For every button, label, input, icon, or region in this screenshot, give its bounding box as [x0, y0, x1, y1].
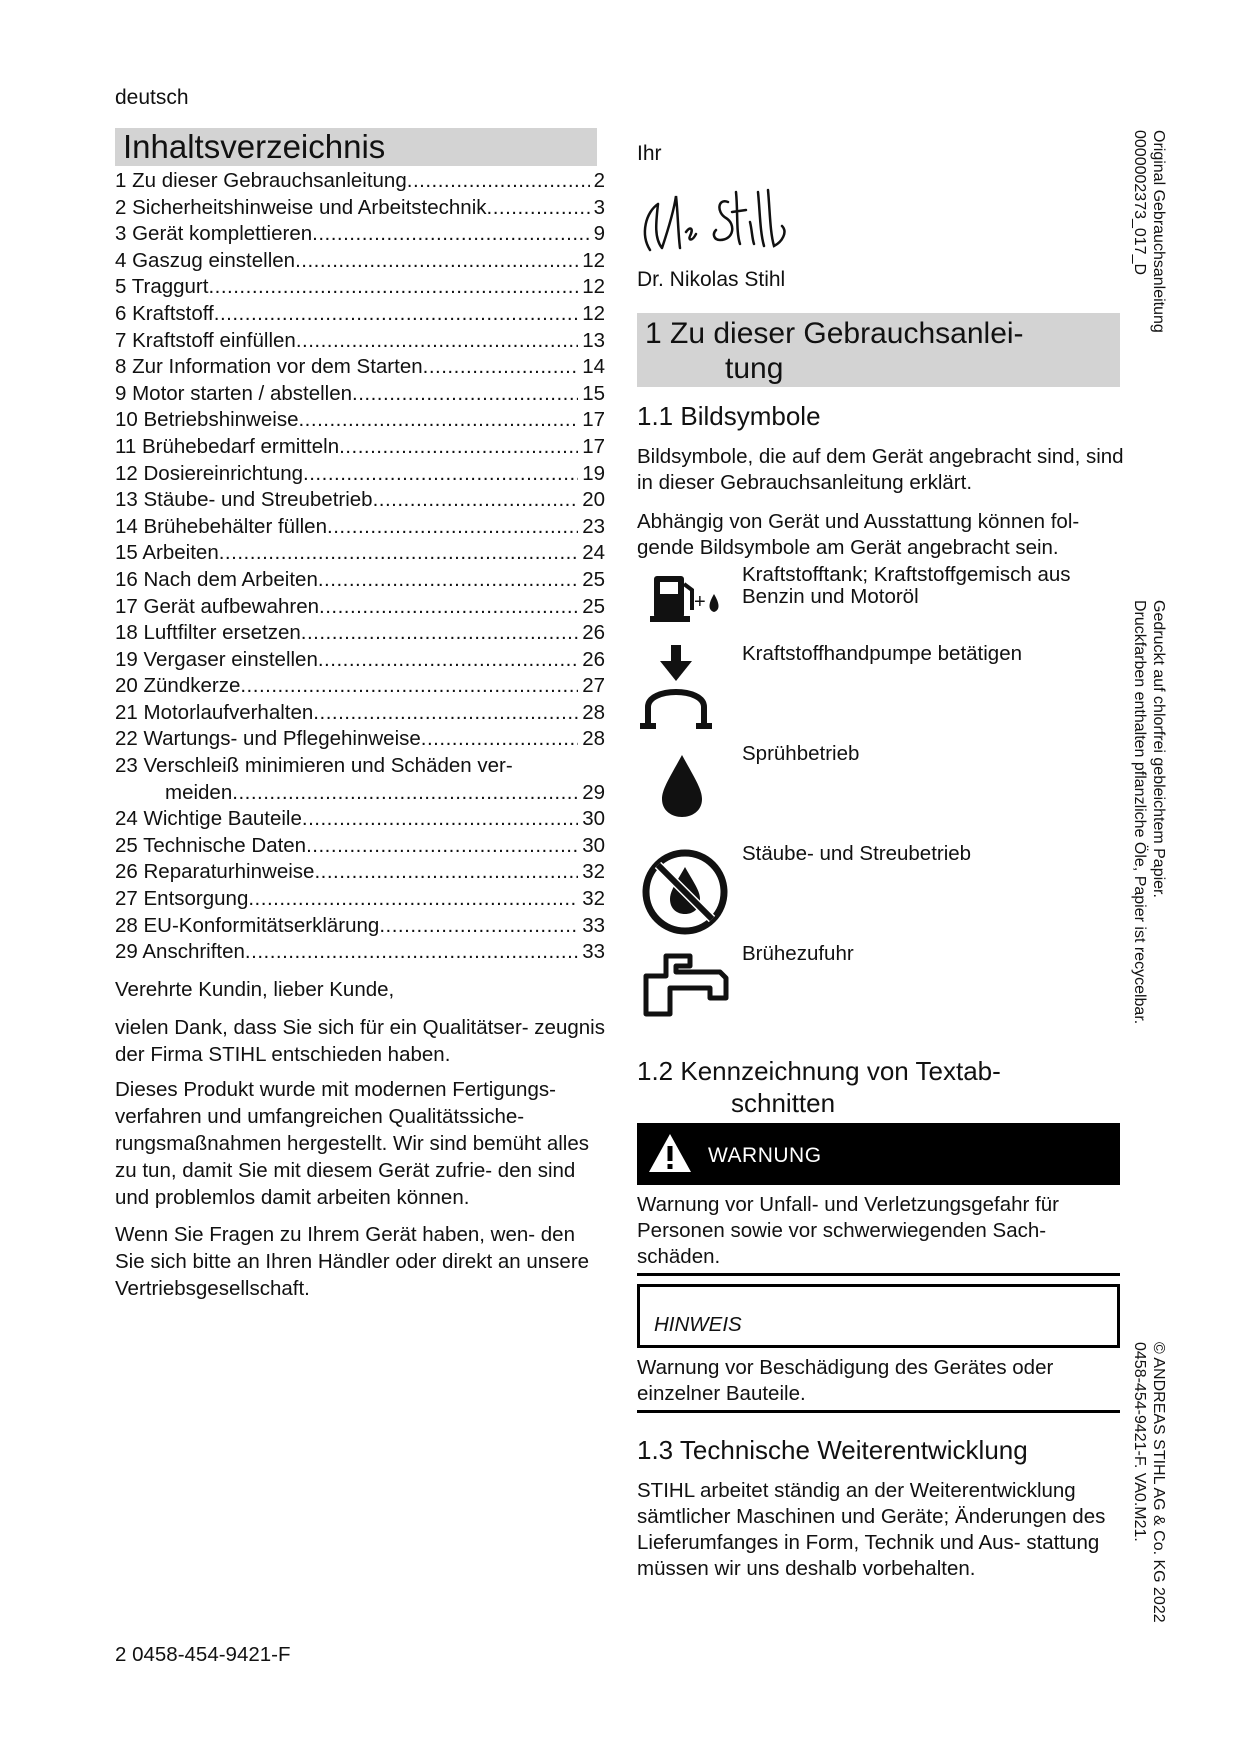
toc-entry	[115, 487, 605, 514]
toc-entry-title: 10 Betriebshinweise	[115, 408, 299, 432]
fuel-pump-icon	[640, 645, 712, 735]
toc-leader-dots	[312, 221, 589, 248]
toc-entry-title: 20 Zündkerze	[115, 674, 241, 698]
warning-end-rule	[637, 1273, 1120, 1276]
toc-entry-page: 12	[582, 248, 605, 272]
margin-original-note	[1130, 130, 1168, 333]
toc-entry	[115, 567, 605, 594]
fuel-tank-icon	[650, 570, 722, 626]
toc-leader-dots	[306, 833, 578, 860]
margin-original-line-1: Original Gebrauchsanleitung	[1150, 130, 1167, 333]
toc-leader-dots	[302, 806, 578, 833]
toc-entry-title: 12 Dosiereinrichtung	[115, 461, 304, 485]
signature-name: Dr. Nikolas Stihl	[637, 268, 786, 291]
notice-box	[637, 1284, 1120, 1348]
toc-entry-page: 32	[582, 860, 605, 884]
toc-entry-title: 8 Zur Information vor dem Starten	[115, 355, 423, 379]
toc-entry	[115, 833, 605, 860]
section-1-1-paragraph-1: Bildsymbole, die auf dem Gerät angebracht sind, sind in dieser Gebrauchsanleitung erklärt.	[637, 445, 1124, 494]
toc-leader-dots	[208, 274, 578, 301]
toc-entry	[115, 195, 605, 222]
language-label: deutsch	[115, 86, 189, 109]
toc-entry-title: 23 Verschleiß minimieren und Schäden ver-	[115, 754, 513, 778]
toc-entry	[115, 753, 605, 780]
toc-entry-title: 17 Gerät aufbewahren	[115, 594, 319, 618]
warning-box	[637, 1123, 1120, 1185]
toc-entry-title: 11 Brühebedarf ermitteln	[115, 434, 340, 458]
table-of-contents	[115, 168, 605, 966]
greeting: Verehrte Kundin, lieber Kunde,	[115, 978, 395, 1001]
spray-drop-icon	[660, 753, 704, 817]
toc-entry	[115, 274, 605, 301]
toc-leader-dots	[319, 594, 578, 621]
toc-entry-title: 14 Brühebehälter füllen	[115, 514, 327, 538]
toc-entry-page: 30	[582, 833, 605, 857]
toc-leader-dots	[245, 939, 578, 966]
toc-entry-page: 15	[582, 381, 605, 405]
toc-entry-page: 33	[582, 913, 605, 937]
section-1-3-title: 1.3 Technische Weiterentwicklung	[637, 1435, 1028, 1465]
notice-label: HINWEIS	[654, 1313, 742, 1336]
toc-entry-page: 19	[582, 461, 605, 485]
section-1-2-title	[637, 1055, 1001, 1119]
toc-entry-page: 14	[582, 355, 605, 379]
toc-leader-dots	[296, 328, 578, 355]
toc-entry-page: 9	[593, 222, 605, 246]
toc-leader-dots	[487, 195, 590, 222]
toc-entry-title: meiden	[165, 780, 233, 804]
margin-copyright-line-2: 0458-454-9421-F. VA0.M21.	[1131, 1342, 1148, 1542]
toc-entry	[115, 673, 605, 700]
toc-entry	[115, 540, 605, 567]
toc-entry-page: 27	[582, 674, 605, 698]
margin-copyright-line-1: © ANDREAS STIHL AG & Co. KG 2022	[1150, 1342, 1167, 1623]
warning-label: WARNUNG	[708, 1144, 822, 1167]
toc-entry	[115, 461, 605, 488]
toc-leader-dots	[248, 886, 578, 913]
toc-entry-title: 25 Technische Daten	[115, 833, 307, 857]
toc-entry	[115, 780, 605, 807]
toc-entry	[115, 301, 605, 328]
margin-paper-note	[1130, 600, 1168, 1024]
toc-entry-page: 17	[582, 434, 605, 458]
intro-paragraph-2: Dieses Produkt wurde mit modernen Fertigungs- verfahren und umfangreichen Qualitätssiche- rungsmaßnahmen hergestellt. Wir sind bemüht alles zu tun, damit Sie mit diesem Gerät zufrie- den sind und problemlos damit arbeiten können.	[115, 1078, 589, 1209]
toc-entry-title: 1 Zu dieser Gebrauchsanleitung	[115, 169, 407, 192]
margin-original-line-2: 0000002373_017_D	[1131, 130, 1148, 276]
margin-copyright-note	[1130, 1342, 1168, 1623]
toc-leader-dots	[313, 700, 578, 727]
toc-entry-page: 24	[582, 541, 605, 565]
toc-entry-title: 21 Motorlaufverhalten	[115, 700, 314, 724]
toc-entry-page: 20	[582, 488, 605, 512]
intro-paragraph-1: vielen Dank, dass Sie sich für ein Qualitätser- zeugnis der Firma STIHL entschieden haben.	[115, 1016, 605, 1066]
toc-entry	[115, 939, 605, 966]
toc-leader-dots	[301, 620, 578, 647]
toc-entry-title: 29 Anschriften	[115, 940, 245, 964]
toc-entry-title: 9 Motor starten / abstellen	[115, 381, 353, 405]
toc-entry-page: 28	[582, 700, 605, 724]
symbol-label-tap: Brühezufuhr	[742, 942, 854, 965]
toc-entry-page: 12	[582, 301, 605, 325]
toc-entry	[115, 354, 605, 381]
section-1-3-text: STIHL arbeitet ständig an der Weiterentwicklung sämtlicher Maschinen und Geräte; Änderungen des Lieferumfanges in Form, Technik und Aus- stattung müssen wir uns deshalb vorbehalten.	[637, 1479, 1106, 1580]
section-1-title-line-1: 1 Zu dieser Gebrauchsanlei-	[645, 317, 1024, 350]
section-1-title-line-2: tung	[725, 352, 784, 385]
section-1-2-title-line-1: 1.2 Kennzeichnung von Textab-	[637, 1056, 1001, 1086]
symbol-label-spray: Sprühbetrieb	[742, 742, 860, 765]
toc-title: Inhaltsverzeichnis	[115, 128, 597, 166]
toc-entry	[115, 913, 605, 940]
toc-leader-dots	[318, 647, 578, 674]
signature-intro: Ihr	[637, 142, 662, 165]
symbol-label-fuel-pump: Kraftstoffhandpumpe betätigen	[742, 642, 1022, 665]
toc-leader-dots	[352, 381, 578, 408]
toc-entry-title: 6 Kraftstoff	[115, 301, 214, 325]
signature-image	[632, 182, 802, 262]
toc-entry-title: 13 Stäube- und Streubetrieb	[115, 488, 373, 512]
toc-entry-title: 16 Nach dem Arbeiten	[115, 567, 318, 591]
svg-text:+: +	[694, 591, 706, 613]
toc-leader-dots	[214, 301, 578, 328]
toc-leader-dots	[327, 514, 578, 541]
toc-entry-page: 17	[582, 408, 605, 432]
toc-entry-title: 19 Vergaser einstellen	[115, 647, 318, 671]
toc-entry-title: 7 Kraftstoff einfüllen	[115, 328, 296, 352]
toc-entry	[115, 328, 605, 355]
tap-icon	[640, 952, 730, 1022]
intro-paragraph-3: Wenn Sie Fragen zu Ihrem Gerät haben, wen- den Sie sich bitte an Ihren Händler oder direkt an unsere Vertriebsgesellschaft.	[115, 1223, 590, 1300]
margin-paper-line-2: Druckfarben enthalten pflanzliche Öle, Papier ist recycelbar.	[1131, 600, 1148, 1025]
toc-entry	[115, 594, 605, 621]
notice-text: Warnung vor Beschädigung des Gerätes oder einzelner Bauteile.	[637, 1356, 1054, 1405]
toc-leader-dots	[303, 461, 578, 488]
toc-entry-title: 27 Entsorgung	[115, 887, 249, 911]
toc-entry	[115, 620, 605, 647]
toc-leader-dots	[423, 354, 579, 381]
toc-entry-page: 25	[582, 594, 605, 618]
footer-page-ref: 2 0458-454-9421-F	[115, 1643, 291, 1666]
toc-leader-dots	[314, 859, 578, 886]
toc-entry-page: 32	[582, 887, 605, 911]
toc-entry	[115, 726, 605, 753]
toc-entry-title: 26 Reparaturhinweise	[115, 860, 315, 884]
toc-leader-dots	[421, 726, 578, 753]
toc-entry	[115, 434, 605, 461]
toc-entry-title: 5 Traggurt	[115, 275, 209, 299]
toc-leader-dots	[240, 673, 578, 700]
toc-leader-dots	[379, 913, 578, 940]
toc-entry	[115, 886, 605, 913]
toc-leader-dots	[298, 407, 578, 434]
toc-entry-page: 12	[582, 275, 605, 299]
warning-triangle-icon	[647, 1132, 693, 1174]
toc-entry	[115, 248, 605, 275]
toc-entry-page: 28	[582, 727, 605, 751]
toc-entry	[115, 407, 605, 434]
toc-entry-title: 18 Luftfilter ersetzen	[115, 621, 301, 645]
toc-entry-title: 28 EU-Konformitätserklärung	[115, 913, 380, 937]
toc-entry-page: 13	[582, 328, 605, 352]
section-1-heading	[637, 313, 1120, 387]
toc-entry-title: 22 Wartungs- und Pflegehinweise	[115, 727, 421, 751]
section-1-1-title: 1.1 Bildsymbole	[637, 401, 821, 431]
toc-entry	[115, 859, 605, 886]
toc-leader-dots	[232, 780, 578, 807]
toc-entry	[115, 381, 605, 408]
toc-leader-dots	[318, 567, 578, 594]
symbol-label-fuel-tank: Kraftstofftank; Kraftstoffgemisch aus Benzin und Motoröl	[742, 563, 1071, 608]
section-1-1-paragraph-2: Abhängig von Gerät und Ausstattung können fol- gende Bildsymbole am Gerät angebracht sein.	[637, 510, 1080, 559]
toc-entry-title: 3 Gerät komplettieren	[115, 222, 313, 246]
toc-leader-dots	[219, 540, 578, 567]
toc-entry	[115, 221, 605, 248]
toc-entry-page: 26	[582, 621, 605, 645]
toc-leader-dots	[373, 487, 579, 514]
dust-spread-icon	[640, 847, 730, 937]
toc-entry	[115, 514, 605, 541]
toc-entry-page: 33	[582, 940, 605, 964]
toc-entry-page: 3	[593, 195, 605, 219]
toc-entry-page: 25	[582, 567, 605, 591]
section-1-2-title-line-2: schnitten	[731, 1088, 836, 1118]
toc-entry	[115, 647, 605, 674]
toc-entry-page: 29	[582, 780, 605, 804]
toc-entry-page: 30	[582, 807, 605, 831]
warning-text: Warnung vor Unfall- und Verletzungsgefahr für Personen sowie vor schwerwiegenden Sach- schäden.	[637, 1193, 1059, 1268]
toc-entry	[115, 700, 605, 727]
toc-leader-dots	[339, 434, 578, 461]
section-1-1-text	[637, 444, 1127, 561]
toc-entry-page: 2	[593, 169, 605, 192]
toc-entry	[115, 806, 605, 833]
margin-paper-line-1: Gedruckt auf chlorfrei gebleichtem Papier.	[1150, 600, 1167, 898]
notice-end-rule	[637, 1410, 1120, 1413]
toc-leader-dots	[295, 248, 578, 275]
toc-entry	[115, 168, 605, 195]
toc-entry-page: 23	[582, 514, 605, 538]
toc-entry-title: 4 Gaszug einstellen	[115, 248, 296, 272]
toc-entry-title: 24 Wichtige Bauteile	[115, 807, 302, 831]
toc-entry-page: 26	[582, 647, 605, 671]
toc-entry-title: 15 Arbeiten	[115, 541, 219, 565]
toc-leader-dots	[407, 168, 590, 195]
symbol-label-dust-spread: Stäube- und Streubetrieb	[742, 842, 972, 865]
toc-entry-title: 2 Sicherheitshinweise und Arbeitstechnik	[115, 195, 487, 219]
intro-text	[115, 976, 605, 1302]
